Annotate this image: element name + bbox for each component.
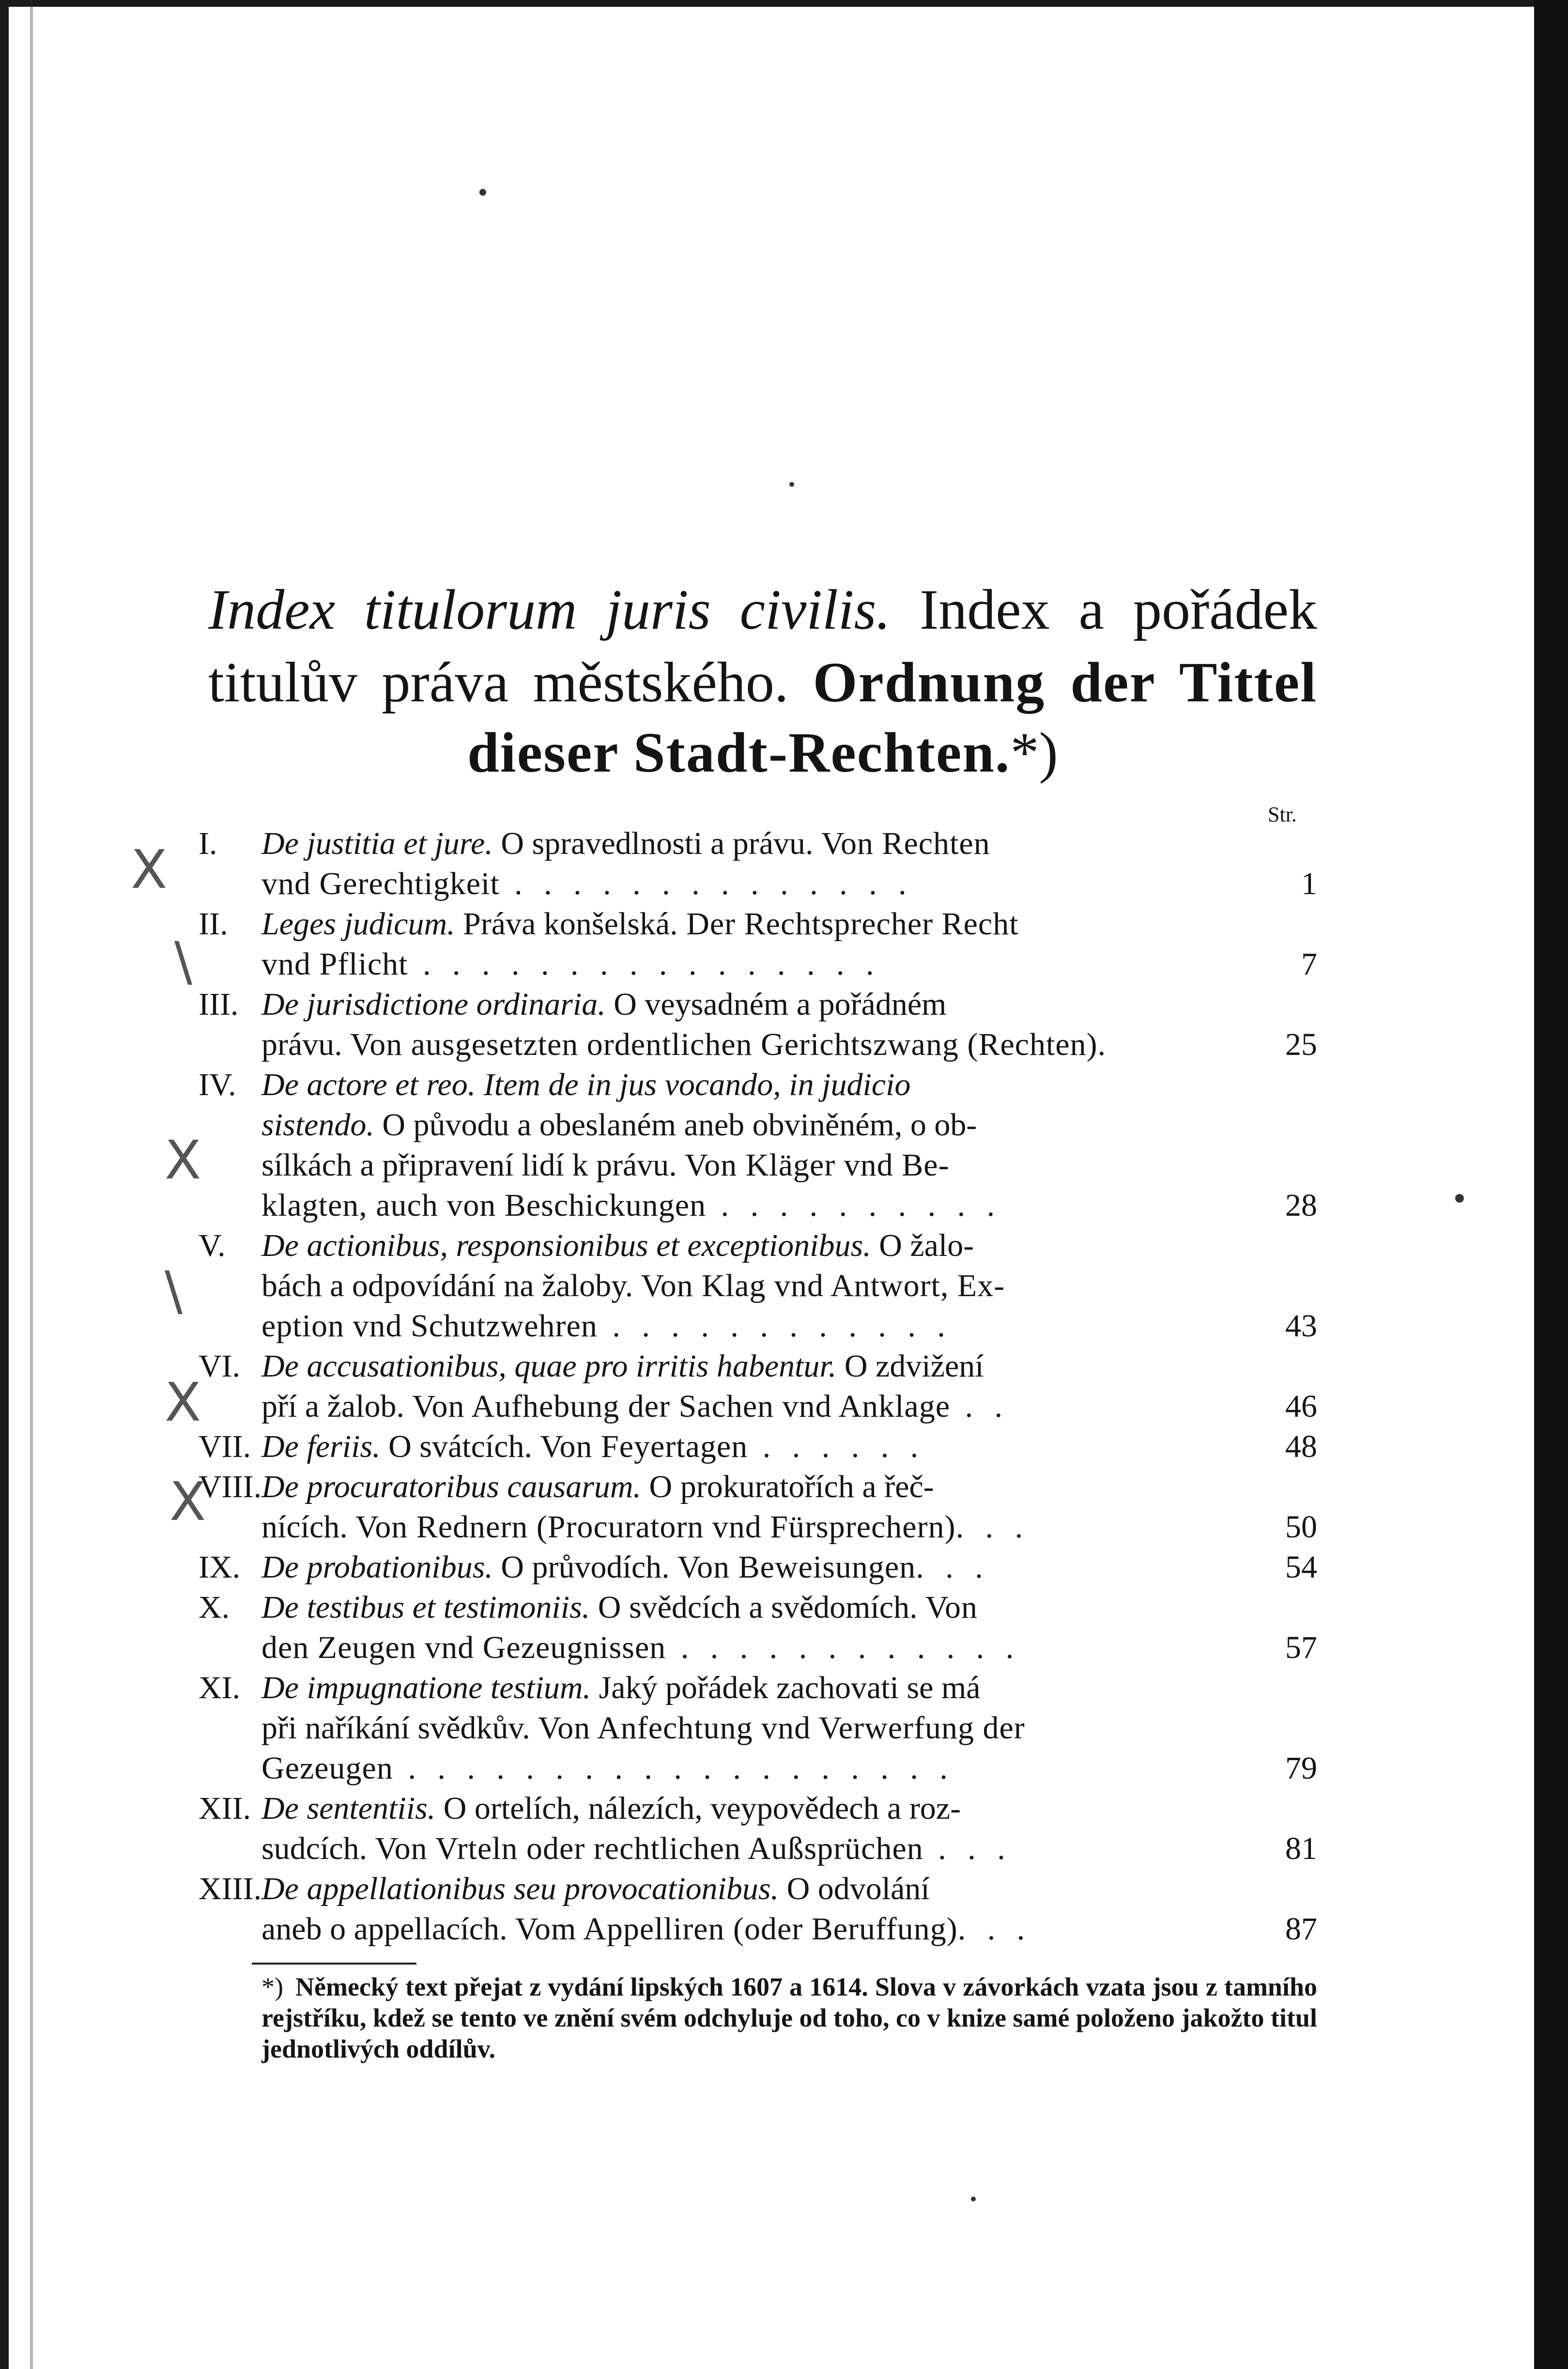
toc-entry-line [199,1225,1317,1266]
toc-entry-line [199,1346,1317,1386]
toc-german-title: Von Klag vnd Antwort, Ex- [633,1268,1005,1303]
toc-entry-title [261,1547,1259,1587]
toc-entry-number: III. [199,987,239,1022]
scan-edge-line [30,0,33,2369]
toc-czech-title: Jaký pořádek zachovati se má [591,1670,981,1705]
toc-entry-number: X. [199,1590,230,1625]
toc-entry-line [199,823,1317,864]
margin-pencil-mark: \ [165,1260,183,1322]
toc-entry-number: VIII. [199,1469,262,1504]
toc-entry-title [261,1024,1259,1065]
toc-german-title: Gezeugen [261,1750,393,1786]
toc-leader-dots: . . . . . . . . . . [706,1188,1002,1223]
heading-german-title-part1: Ordnung der Tittel [813,650,1318,714]
toc-latin-title: De procuratoribus causarum. [261,1469,642,1504]
toc-entry-number: XI. [199,1670,241,1705]
toc-czech-title: pří a žalob. [261,1389,405,1424]
toc-entry-number: VI. [199,1348,241,1384]
toc-entry-number: XIII. [199,1871,262,1906]
toc-leader-dots: . . . . . . . . . . . . . . . . . . . [393,1750,954,1786]
toc-entry-number: XII. [199,1791,251,1826]
toc-czech-title: O ortelích, nálezích, veypovědech a roz- [435,1791,961,1826]
toc-latin-title: De accusationibus, quae pro irritis habentur. [261,1348,837,1384]
margin-pencil-mark: X [131,838,168,900]
toc-entry-title [261,1426,1259,1467]
toc-german-title: eption vnd Schutzwehren [261,1308,598,1344]
toc-leader-dots: . . . [955,1509,1030,1545]
toc-entry-line [199,1024,1317,1065]
toc-german-title: den Zeugen vnd Gezeugnissen [261,1630,666,1665]
toc-entry-title [261,1346,1259,1386]
toc-german-title: klagten, auch von Beschickungen [261,1188,707,1223]
toc-german-title: Von Rechten [813,826,990,861]
toc-czech-title: O svátcích. [380,1429,533,1464]
margin-pencil-mark: X [169,1471,206,1533]
toc-german-title: vnd Gerechtigkeit [261,866,500,901]
toc-german-title: vnd Pflicht [261,946,408,982]
toc-entry-line [199,1386,1317,1426]
toc-entry-title [261,1587,1259,1627]
toc-page-number: 43 [1285,1308,1317,1344]
toc-entry-title [261,1828,1259,1869]
toc-german-title: Vom Appelliren (oder Beruffung) [507,1911,958,1947]
toc-german-title: Von Beweisungen [669,1549,916,1585]
toc-entry-title [261,1668,1259,1708]
toc-czech-title: O odvolání [779,1871,930,1906]
toc-latin-title: De sententiis. [261,1791,436,1826]
toc-entry-line [199,984,1317,1024]
toc-page-number: 28 [1285,1188,1317,1223]
toc-latin-title: De actore et reo. Item de in jus vocando, in judicio [261,1067,911,1102]
scan-border-right [1534,0,1568,2369]
toc-entry-line [199,1708,1317,1748]
toc-page-number: 79 [1285,1750,1317,1786]
toc-page-number: 54 [1285,1549,1317,1585]
toc-german-title: Von Anfechtung vnd Verwerfung der [530,1710,1025,1746]
heading-german-title-part2: dieser Stadt-Rechten. [467,721,1011,784]
toc-entry-title [261,984,1259,1024]
toc-czech-title: O žalo- [871,1228,974,1263]
toc-entry-line [199,864,1317,904]
toc-czech-title: O původu a obeslaném aneb obviněném, o ob- [374,1107,977,1143]
toc-leader-dots: . . . . . . . . . . . . . . [499,866,913,901]
toc-entry-title [261,864,1259,904]
toc-czech-title: O průvodích. [492,1549,670,1585]
toc-entry-line [199,1467,1317,1507]
toc-entry-number: II. [199,906,228,942]
toc-latin-title: De impugnatione testium. [261,1670,591,1705]
toc-czech-title: bách a odpovídání na žaloby. [261,1268,633,1303]
toc-entry-line [199,1909,1317,1949]
toc-czech-title: nících. [261,1509,348,1545]
page-column-label: Str. [1268,803,1297,826]
toc-leader-dots: . . . [957,1911,1032,1947]
toc-entry-title [261,1386,1259,1426]
toc-entry-number: I. [199,826,217,861]
toc-entry-title [261,1788,1259,1828]
margin-pencil-mark: \ [174,930,193,992]
toc-entry-line [199,1426,1317,1467]
toc-entry-line [199,1266,1317,1306]
toc-entry-line [199,1105,1317,1145]
toc-entry-line [199,1065,1317,1105]
toc-german-title: Von Vrteln oder rechtlichen Außsprüchen [367,1831,923,1866]
toc-page-number: 25 [1285,1027,1317,1062]
toc-entry-title [261,1306,1259,1346]
toc-entry-line [199,1668,1317,1708]
dust-speck [789,482,794,487]
toc-entry-title [261,1145,1259,1185]
footnote-mark: *) [261,1972,283,2001]
toc-entry-line [199,1869,1317,1909]
toc-czech-title: právu. [261,1027,342,1062]
heading-czech-title-part1: Index a pořádek [919,578,1317,641]
footnote [261,1971,1317,2064]
margin-pencil-mark: X [165,1129,201,1191]
toc-entry-title [261,1467,1259,1507]
scan-border-top [0,0,1568,7]
toc-czech-title: O zdvižení [836,1348,984,1384]
toc-czech-title: sudcích. [261,1831,368,1866]
scan-border-left [0,0,9,2369]
toc-entry-number: V. [199,1228,226,1263]
toc-entry-title [261,904,1259,944]
toc-entry-line [199,1507,1317,1547]
toc-page-number: 50 [1285,1509,1317,1545]
toc-entry-line [199,944,1317,984]
toc-entry-line [199,1627,1317,1668]
toc-latin-title: sistendo. [261,1107,374,1143]
toc-czech-title: O veysadném a pořádném [605,987,947,1022]
toc-latin-title: De appellationibus seu provocationibus. [261,1871,779,1906]
toc-czech-title: Práva konšelská. [455,906,678,942]
heading-footnote-ref: *) [1010,721,1058,784]
toc-entry-line [199,1587,1317,1627]
toc-leader-dots: . . . [916,1549,990,1585]
toc-entry-line [199,1145,1317,1185]
toc-entry-title [261,1185,1259,1225]
toc-page-number: 48 [1285,1429,1317,1464]
toc-leader-dots: . . . . . . . . . . . . [666,1630,1021,1665]
heading-line-2 [208,647,1317,718]
toc-entry-number: VII. [199,1429,251,1464]
toc-czech-title: při naříkání svědkův. [261,1710,530,1746]
toc-german-title: Der Rechtsprecher Recht [677,906,1019,942]
heading-line-1 [208,574,1317,646]
toc-entry-title [261,1225,1259,1266]
toc-entry-line [199,1306,1317,1346]
toc-latin-title: De testibus et testimoniis. [261,1590,590,1625]
toc-page-number: 87 [1285,1911,1317,1947]
toc-entry-line [199,1547,1317,1587]
toc-entry-title [261,1507,1259,1547]
heading-latin-title: Index titulorum juris civilis. [208,578,891,641]
toc-page-number: 81 [1285,1831,1317,1866]
toc-german-title: Von Rednern (Procuratorn vnd Fürsprechern) [347,1509,956,1545]
dust-speck [971,2197,976,2201]
toc-entry-title [261,1748,1259,1788]
footnote-text: Německý text přejat z vydání lipských 1607 a 1614. Slova v závorkách vzata jsou z tamního rejstříku, kdež se tento ve znění svém odchyluje od toho, co v knize samé položeno jakožto titul jednotlivých oddílův. [261,1972,1317,2063]
toc-entry-title [261,1708,1259,1748]
toc-leader-dots: . . . . . . . . . . . . [597,1308,952,1344]
toc-page-number: 1 [1301,866,1317,901]
margin-pencil-mark: X [165,1371,201,1433]
toc-czech-title: sílkách a připravení lidí k právu. [261,1147,677,1183]
toc-page-number: 46 [1285,1389,1317,1424]
toc-entry-line [199,1788,1317,1828]
toc-page-number: 7 [1301,946,1317,982]
toc-german-title: Von Kläger vnd Be- [676,1147,950,1183]
heading-czech-title-part2: titulův práva městského. [208,650,789,714]
dust-speck [479,189,486,196]
toc-leader-dots: . . . [923,1831,1012,1866]
toc-latin-title: De jurisdictione ordinaria. [261,987,606,1022]
toc-entry-line [199,904,1317,944]
toc-entry-title [261,1065,1259,1105]
toc-latin-title: De actionibus, responsionibus et exceptionibus. [261,1228,871,1263]
toc-czech-title: aneb o appellacích. [261,1911,507,1947]
toc-latin-title: De justitia et jure. [261,826,493,861]
dust-speck [1455,1194,1464,1203]
toc-entry-title [261,1909,1259,1949]
footnote-rule [252,1963,416,1965]
toc-entry-number: IX. [199,1549,241,1585]
toc-czech-title: O spravedlnosti a právu. [492,826,814,861]
toc-czech-title: O prokuratořích a řeč- [641,1469,934,1504]
toc-entry-line [199,1748,1317,1788]
toc-leader-dots: . . . . . . [748,1429,925,1464]
toc-entry-number: IV. [199,1067,236,1102]
toc-entry-title [261,1627,1259,1668]
toc-page-number: 57 [1285,1630,1317,1665]
toc-entry-line [199,1828,1317,1869]
toc-german-title: Von Feyertagen [532,1429,748,1464]
toc-entry-line [199,1185,1317,1225]
toc-latin-title: De probationibus. [261,1549,493,1585]
toc-german-title: Von ausgesetzten ordentlichen Gerichtszwang (Rechten). [342,1027,1107,1062]
toc-entry-title [261,944,1259,984]
table-of-contents [199,823,1317,1949]
toc-entry-title [261,1869,1259,1909]
toc-leader-dots: . . . . . . . . . . . . . . . . [408,946,881,982]
toc-entry-title [261,1266,1259,1306]
toc-entry-title [261,1105,1259,1145]
heading-line-3 [208,717,1317,789]
toc-german-title: Von Aufhebung der Sachen vnd Anklage [404,1389,951,1424]
toc-czech-title: O svědcích a svědomích. [590,1590,918,1625]
toc-leader-dots: . . [950,1389,1010,1424]
toc-latin-title: De feriis. [261,1429,381,1464]
toc-german-title: Von [917,1590,978,1625]
toc-latin-title: Leges judicum. [261,906,455,942]
toc-entry-title [261,823,1259,864]
